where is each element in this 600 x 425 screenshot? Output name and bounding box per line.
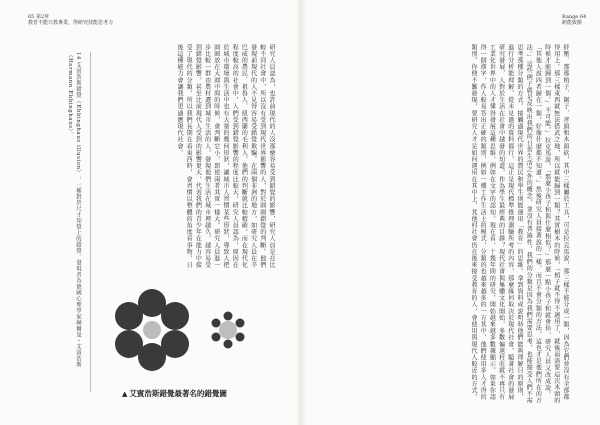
small-surround-circle (212, 333, 221, 342)
chapter-subtitle: 教育不能只教專業，得研究技能思考力 (28, 20, 114, 26)
footnote-divider (90, 52, 91, 392)
right-page-body: 紓壓、那那梢子、鋸子、斧頭和木頭砍，其中三樣屬於工具，可是拉克馬說，那三樣不能分成一類，因為它們並沒有全部都得用上。那三樣東西就無法搭武之地，所以就能歸到一類？其實樹木的時候，「梢子就不得不適用了，就後面需要這次木頭的時候才能歸到一個。」不可能，」拉克馬說，「那麼小孩子和與什麼相似？」那麼一點小孩子和就會你，研究人員又改成說，「其他人說四者歸在一類，好像什麼都不知道，」然後研究人員接著說的一樣，而且不會分類的方法，這也才是他們所在的方法。」這些例子就是反映出我們的日常生活之外的概念，並沒有普遍性，我們的分類是因為我們需要思考，也能接受人們不需思考那種分類的方式。接觸過現代世界的農民和學生則能運用「教育」的思維。拿到資料或說明時他們能夠理解目的原則，進行分析能理解，從未見過的資料都行，這正是現代標準推理測驗所考的內容，那麼緣何取決於現代社會，隨著社會的發展研究發展，人對於生活在社會中越發的知道，作為學生最經典的目錄？現代社會與集體文化開始，多數偏遠村莊就不再只有工業化世界中的人才懂得發展這種思維，例如在文字的認知。現在看，十幾年間的研究，開始越來越多數據顯示。如果你認得一個漢字，作人較易答出正確的類別，例如一種工作生活上的模式，分類的也越來越多的一方其中，他們使用多人才得的類別。你便不難發現，要研究人才是如何運用在其中上，其他村社會仍在後來接受教育的人，會使用與現代人較近的方式。 (469, 44, 569, 404)
center-circle-right (219, 321, 237, 339)
left-illusion-group (115, 289, 189, 371)
large-surround-circle (161, 302, 189, 330)
footnote: 14 艾賓浩斯錯覺（Ebbinghaus illusion）：一種對於尺寸知覺上的錯覺。發現者為德國心理學家赫爾曼・艾賓浩斯（Hermann Ebbinghaus）。 (67, 52, 81, 368)
small-surround-circle (236, 319, 245, 328)
left-page-header (28, 14, 113, 26)
small-surround-circle (236, 333, 245, 342)
book-title: Range (562, 14, 579, 20)
figure-caption (122, 388, 227, 399)
running-title: 跨能致勝 (562, 20, 583, 26)
large-surround-circle (115, 302, 143, 330)
center-circle-left (143, 321, 161, 339)
right-page-number: 64 (579, 14, 587, 20)
caption-marker-icon: ▲ (122, 390, 128, 398)
right-illusion-group (212, 312, 245, 349)
page-gutter (296, 0, 306, 425)
chapter-label: 第2章 (35, 14, 50, 20)
caption-text: 艾賓浩斯錯覺最著名的錯覺圖 (129, 389, 227, 398)
small-surround-circle (212, 319, 221, 328)
small-surround-circle (224, 312, 233, 321)
large-surround-circle (115, 330, 143, 358)
left-page-number: 65 (28, 14, 35, 20)
right-page-header (562, 14, 586, 26)
left-page-body: 研究人員認為，也許前現代的人沒那麼容易受到錯覺的影響，研究人員是在比較不同社會中，所以沒有受到現代世界影響的人，對於圓圈錯覺的判斷。他們發現前現代的人不見得容易受錯覺欺騙。在兩個非洲的地方，如研究人員在辛巴威的農民、祖魯人、紐西蘭的毛利人，他們的判斷就比較精確，而在現代化程度較高的社會中，人們受到錯覺影響的程度比較大，研究人員認為，原因在於城市環境與生活中也有大量的幾何形狀，讓城市人習慣某些形狀，導致人把圓圈放在大圓中間的時候，會判斷它小，即使兩者其實一樣大。研究人員進一步比較一群由農村遷到城市生活的人，發現他們生活在城市裡越久，越容易受到錯覺影響，甚至比前現代人受到的影響更大，代表我們的青少年在能力中接受了現代的分類，所以我們長期在看東西時，會習慣以整體的角度看事物，日後這種能力會讓我們更適應現代社會。 (175, 44, 275, 269)
ebbinghaus-illusion-icon (110, 268, 260, 408)
small-surround-circle (224, 340, 233, 349)
